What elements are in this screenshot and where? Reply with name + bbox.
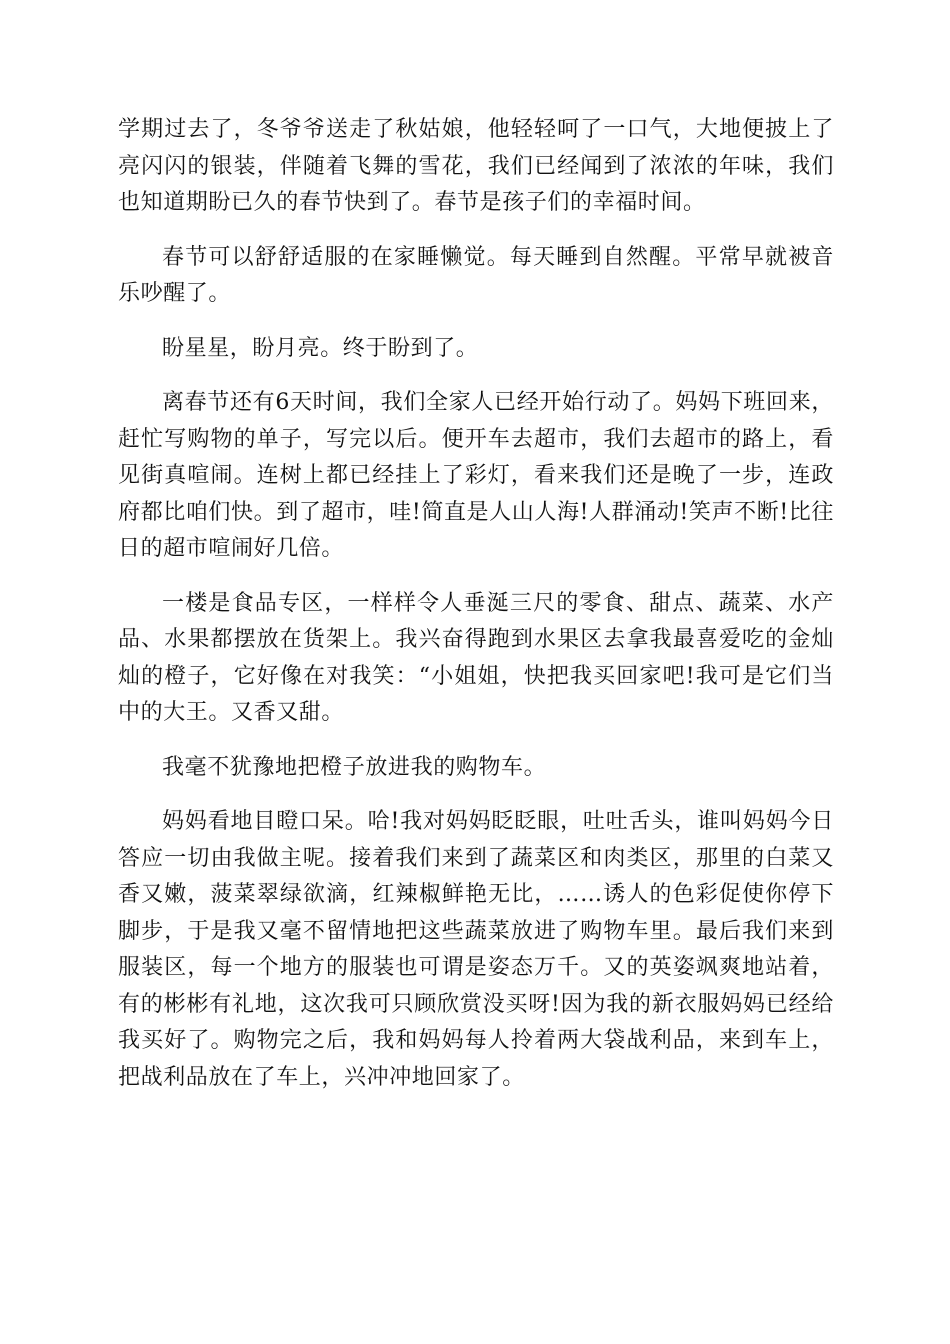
document-body (118, 112, 834, 1114)
paragraph-7: 妈妈看地目瞪口呆。哈!我对妈妈眨眨眼，吐吐舌头，谁叫妈妈今日答应一切由我做主呢。接着我们来到了蔬菜区和肉类区，那里的白菜又香又嫩，菠菜翠绿欲滴，红辣椒鲜艳无比，……诱人的色彩促使你停下脚步，于是我又毫不留情地把这些蔬菜放进了购物车里。最后我们来到服装区，每一个地方的服装也可谓是姿态万千。又的英姿飒爽地站着，有的彬彬有礼地，这次我可只顾欣赏没买呀!因为我的新衣服妈妈已经给我买好了。购物完之后，我和妈妈每人拎着两大袋战利品，来到车上，把战利品放在了车上，兴冲冲地回家了。 (118, 809, 834, 1090)
paragraph-6: 我毫不犹豫地把橙子放进我的购物车。 (162, 754, 547, 780)
paragraph-5: 一楼是食品专区，一样样令人垂涎三尺的零食、甜点、蔬菜、水产品、水果都摆放在货架上。我兴奋得跑到水果区去拿我最喜爱吃的金灿灿的橙子，它好像在对我笑：“小姐姐，快把我买回家吧!我可是它们当中的大王。又香又甜。 (118, 590, 834, 725)
paragraph-1: 学期过去了，冬爷爷送走了秋姑娘，他轻轻呵了一口气，大地便披上了亮闪闪的银装，伴随着飞舞的雪花，我们已经闻到了浓浓的年味，我们也知道期盼已久的春节快到了。春节是孩子们的幸福时间。 (118, 117, 834, 215)
paragraph-2: 春节可以舒舒适服的在家睡懒觉。每天睡到自然醒。平常早就被音乐吵醒了。 (118, 244, 834, 306)
paragraph-4: 离春节还有6天时间，我们全家人已经开始行动了。妈妈下班回来，赶忙写购物的单子，写完以后。便开车去超市，我们去超市的路上，看见街真喧闹。连树上都已经挂上了彩灯，看来我们还是晚了一步，连政府都比咱们快。到了超市，哇!简直是人山人海!人群涌动!笑声不断!比往日的超市喧闹好几倍。 (118, 390, 834, 561)
paragraph-3: 盼星星，盼月亮。终于盼到了。 (162, 335, 479, 361)
